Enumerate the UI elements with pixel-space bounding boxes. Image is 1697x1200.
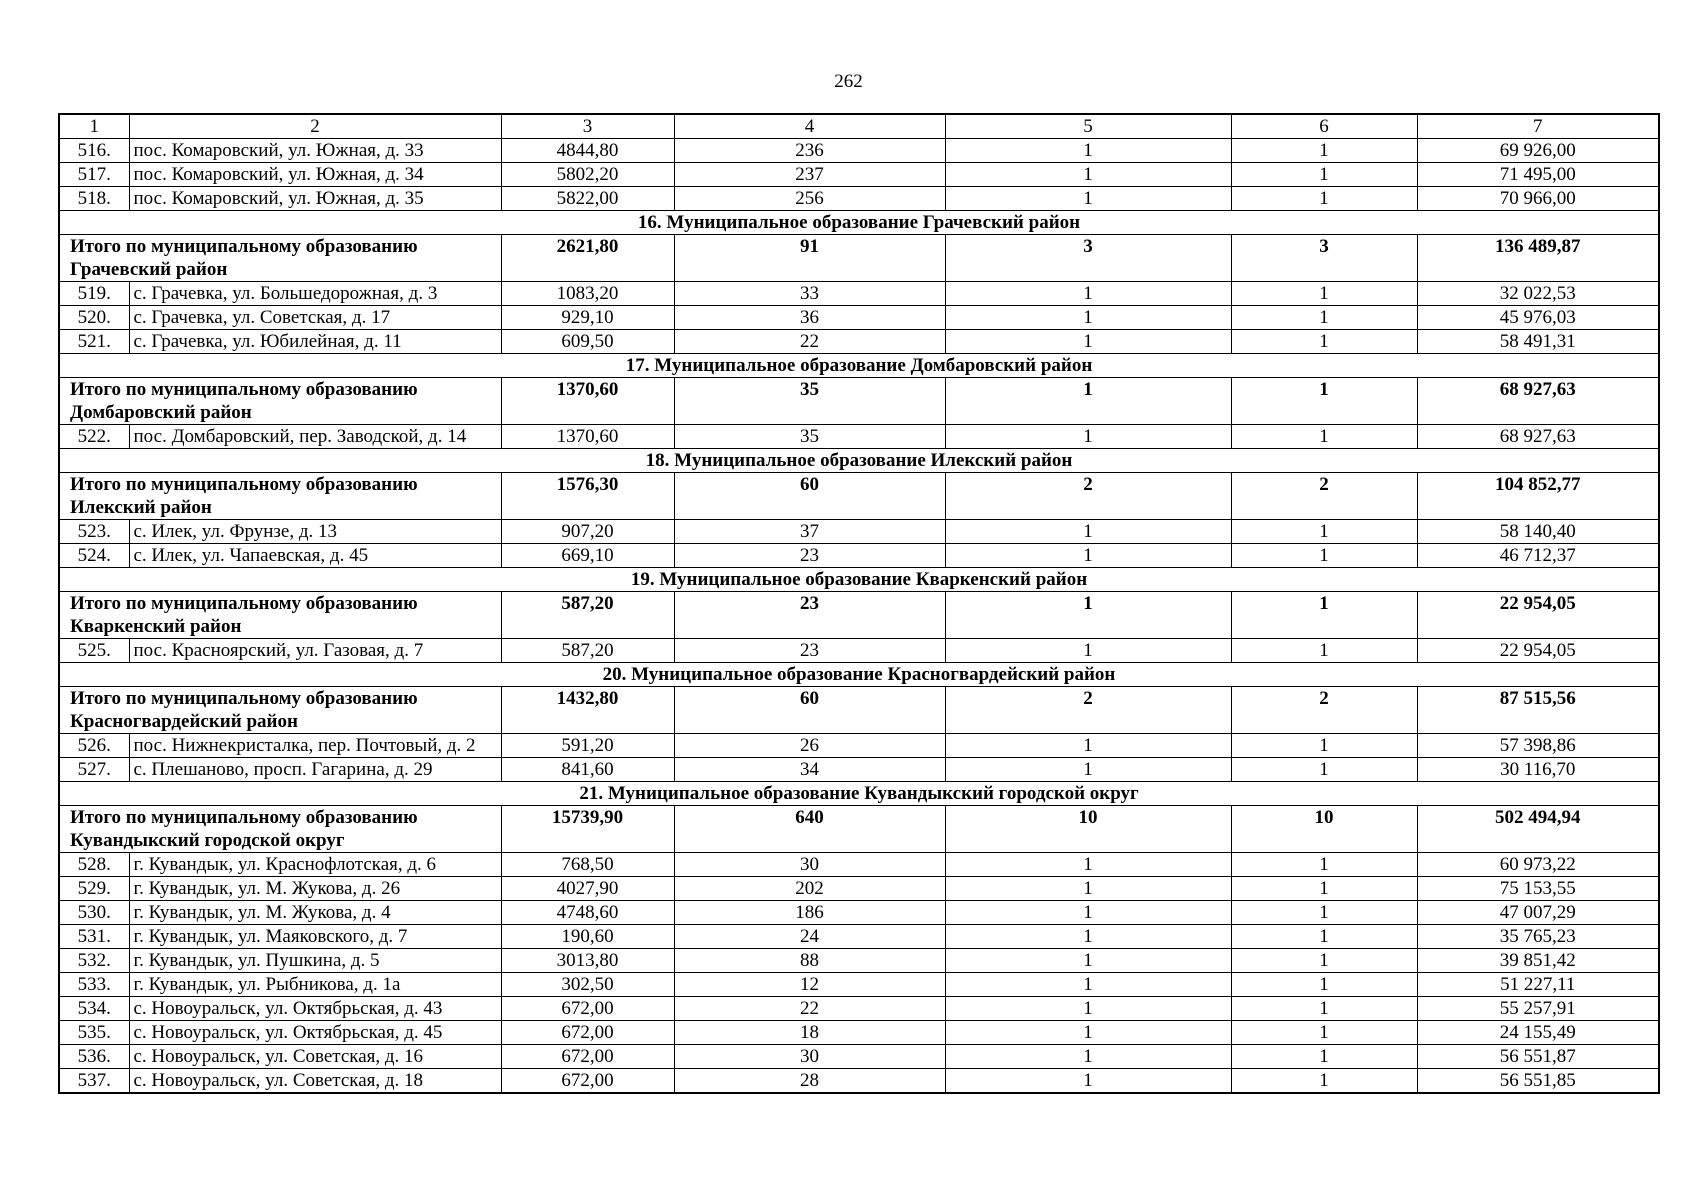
total-value: 10 <box>1231 806 1417 853</box>
value-cell: 30 <box>674 853 945 877</box>
value-cell: 75 153,55 <box>1417 877 1659 901</box>
address-cell: г. Кувандык, ул. М. Жукова, д. 26 <box>129 877 501 901</box>
housing-table <box>58 113 1660 1094</box>
value-cell: 669,10 <box>501 544 674 568</box>
column-header: 3 <box>501 114 674 139</box>
total-value: 587,20 <box>501 592 674 639</box>
total-label: Итого по муниципальному образованию Домбаровский район <box>59 378 501 425</box>
section-row <box>59 449 1659 473</box>
table-row <box>59 925 1659 949</box>
value-cell: 68 927,63 <box>1417 425 1659 449</box>
value-cell: 34 <box>674 758 945 782</box>
value-cell: 1083,20 <box>501 282 674 306</box>
value-cell: 71 495,00 <box>1417 163 1659 187</box>
row-number: 516. <box>59 139 129 163</box>
total-value: 2621,80 <box>501 235 674 282</box>
value-cell: 4748,60 <box>501 901 674 925</box>
address-cell: с. Илек, ул. Фрунзе, д. 13 <box>129 520 501 544</box>
total-value: 2 <box>945 473 1231 520</box>
row-number: 529. <box>59 877 129 901</box>
row-number: 520. <box>59 306 129 330</box>
total-value: 1370,60 <box>501 378 674 425</box>
total-value: 2 <box>1231 687 1417 734</box>
address-cell: г. Кувандык, ул. Краснофлотская, д. 6 <box>129 853 501 877</box>
table-row <box>59 139 1659 163</box>
value-cell: 587,20 <box>501 639 674 663</box>
row-number: 523. <box>59 520 129 544</box>
address-cell: с. Новоуральск, ул. Советская, д. 18 <box>129 1069 501 1094</box>
value-cell: 190,60 <box>501 925 674 949</box>
table-row <box>59 163 1659 187</box>
row-number: 525. <box>59 639 129 663</box>
value-cell: 1 <box>1231 330 1417 354</box>
total-value: 104 852,77 <box>1417 473 1659 520</box>
table-row <box>59 949 1659 973</box>
value-cell: 56 551,85 <box>1417 1069 1659 1094</box>
value-cell: 1 <box>945 520 1231 544</box>
value-cell: 4844,80 <box>501 139 674 163</box>
value-cell: 23 <box>674 544 945 568</box>
total-row <box>59 378 1659 425</box>
value-cell: 1 <box>945 877 1231 901</box>
value-cell: 1 <box>945 853 1231 877</box>
value-cell: 1 <box>1231 282 1417 306</box>
total-value: 1 <box>1231 378 1417 425</box>
value-cell: 69 926,00 <box>1417 139 1659 163</box>
value-cell: 1 <box>1231 544 1417 568</box>
total-value: 87 515,56 <box>1417 687 1659 734</box>
value-cell: 609,50 <box>501 330 674 354</box>
total-value: 1432,80 <box>501 687 674 734</box>
address-cell: с. Грачевка, ул. Юбилейная, д. 11 <box>129 330 501 354</box>
column-header: 4 <box>674 114 945 139</box>
value-cell: 1 <box>945 973 1231 997</box>
table-row <box>59 639 1659 663</box>
value-cell: 1 <box>945 1045 1231 1069</box>
value-cell: 236 <box>674 139 945 163</box>
value-cell: 70 966,00 <box>1417 187 1659 211</box>
table-row <box>59 187 1659 211</box>
row-number: 522. <box>59 425 129 449</box>
section-row <box>59 354 1659 378</box>
value-cell: 51 227,11 <box>1417 973 1659 997</box>
address-cell: с. Грачевка, ул. Большедорожная, д. 3 <box>129 282 501 306</box>
value-cell: 1 <box>945 925 1231 949</box>
value-cell: 1 <box>1231 973 1417 997</box>
total-value: 2 <box>945 687 1231 734</box>
total-label: Итого по муниципальному образованию Грачевский район <box>59 235 501 282</box>
total-row <box>59 473 1659 520</box>
value-cell: 26 <box>674 734 945 758</box>
total-value: 1 <box>1231 592 1417 639</box>
total-value: 3 <box>945 235 1231 282</box>
address-cell: г. Кувандык, ул. М. Жукова, д. 4 <box>129 901 501 925</box>
value-cell: 35 765,23 <box>1417 925 1659 949</box>
table-row <box>59 877 1659 901</box>
total-value: 35 <box>674 378 945 425</box>
table-row <box>59 425 1659 449</box>
address-cell: с. Новоуральск, ул. Октябрьская, д. 43 <box>129 997 501 1021</box>
value-cell: 1 <box>945 997 1231 1021</box>
value-cell: 1370,60 <box>501 425 674 449</box>
total-value: 502 494,94 <box>1417 806 1659 853</box>
value-cell: 1 <box>1231 853 1417 877</box>
address-cell: г. Кувандык, ул. Маяковского, д. 7 <box>129 925 501 949</box>
value-cell: 1 <box>1231 901 1417 925</box>
total-value: 640 <box>674 806 945 853</box>
value-cell: 929,10 <box>501 306 674 330</box>
value-cell: 23 <box>674 639 945 663</box>
value-cell: 33 <box>674 282 945 306</box>
section-title: 19. Муниципальное образование Кваркенский район <box>59 568 1659 592</box>
table-row <box>59 758 1659 782</box>
table-row <box>59 853 1659 877</box>
value-cell: 1 <box>945 544 1231 568</box>
row-number: 536. <box>59 1045 129 1069</box>
address-cell: пос. Комаровский, ул. Южная, д. 35 <box>129 187 501 211</box>
total-value: 1576,30 <box>501 473 674 520</box>
column-header: 1 <box>59 114 129 139</box>
address-cell: с. Новоуральск, ул. Советская, д. 16 <box>129 1045 501 1069</box>
section-row <box>59 782 1659 806</box>
total-row <box>59 592 1659 639</box>
total-label: Итого по муниципальному образованию Красногвардейский район <box>59 687 501 734</box>
section-row <box>59 663 1659 687</box>
section-row <box>59 568 1659 592</box>
value-cell: 1 <box>1231 997 1417 1021</box>
value-cell: 186 <box>674 901 945 925</box>
table-row <box>59 1021 1659 1045</box>
row-number: 519. <box>59 282 129 306</box>
value-cell: 1 <box>1231 949 1417 973</box>
value-cell: 907,20 <box>501 520 674 544</box>
row-number: 526. <box>59 734 129 758</box>
value-cell: 32 022,53 <box>1417 282 1659 306</box>
address-cell: пос. Комаровский, ул. Южная, д. 33 <box>129 139 501 163</box>
total-value: 3 <box>1231 235 1417 282</box>
value-cell: 5822,00 <box>501 187 674 211</box>
value-cell: 37 <box>674 520 945 544</box>
section-title: 21. Муниципальное образование Кувандыкский городской округ <box>59 782 1659 806</box>
value-cell: 1 <box>945 163 1231 187</box>
row-number: 532. <box>59 949 129 973</box>
total-value: 60 <box>674 687 945 734</box>
address-cell: пос. Нижнекристалка, пер. Почтовый, д. 2 <box>129 734 501 758</box>
value-cell: 39 851,42 <box>1417 949 1659 973</box>
value-cell: 55 257,91 <box>1417 997 1659 1021</box>
value-cell: 1 <box>1231 734 1417 758</box>
row-number: 533. <box>59 973 129 997</box>
value-cell: 841,60 <box>501 758 674 782</box>
table-row <box>59 544 1659 568</box>
value-cell: 35 <box>674 425 945 449</box>
value-cell: 1 <box>945 1069 1231 1094</box>
value-cell: 1 <box>1231 1045 1417 1069</box>
table-row <box>59 520 1659 544</box>
section-title: 20. Муниципальное образование Красногвардейский район <box>59 663 1659 687</box>
address-cell: с. Грачевка, ул. Советская, д. 17 <box>129 306 501 330</box>
table-row <box>59 973 1659 997</box>
row-number: 537. <box>59 1069 129 1094</box>
value-cell: 24 155,49 <box>1417 1021 1659 1045</box>
value-cell: 672,00 <box>501 997 674 1021</box>
value-cell: 672,00 <box>501 1069 674 1094</box>
value-cell: 1 <box>1231 139 1417 163</box>
table-header-row <box>59 114 1659 139</box>
table-row <box>59 1069 1659 1094</box>
value-cell: 28 <box>674 1069 945 1094</box>
table-row <box>59 734 1659 758</box>
row-number: 531. <box>59 925 129 949</box>
row-number: 534. <box>59 997 129 1021</box>
page-number: 262 <box>834 71 863 92</box>
address-cell: г. Кувандык, ул. Рыбникова, д. 1а <box>129 973 501 997</box>
total-value: 15739,90 <box>501 806 674 853</box>
total-value: 22 954,05 <box>1417 592 1659 639</box>
address-cell: с. Новоуральск, ул. Октябрьская, д. 45 <box>129 1021 501 1045</box>
value-cell: 1 <box>945 425 1231 449</box>
value-cell: 46 712,37 <box>1417 544 1659 568</box>
value-cell: 1 <box>1231 925 1417 949</box>
total-value: 136 489,87 <box>1417 235 1659 282</box>
column-header: 7 <box>1417 114 1659 139</box>
row-number: 518. <box>59 187 129 211</box>
value-cell: 58 491,31 <box>1417 330 1659 354</box>
address-cell: пос. Домбаровский, пер. Заводской, д. 14 <box>129 425 501 449</box>
value-cell: 47 007,29 <box>1417 901 1659 925</box>
value-cell: 1 <box>1231 1021 1417 1045</box>
total-row <box>59 235 1659 282</box>
value-cell: 672,00 <box>501 1021 674 1045</box>
value-cell: 1 <box>1231 877 1417 901</box>
value-cell: 1 <box>1231 1069 1417 1094</box>
value-cell: 237 <box>674 163 945 187</box>
total-value: 23 <box>674 592 945 639</box>
row-number: 517. <box>59 163 129 187</box>
value-cell: 56 551,87 <box>1417 1045 1659 1069</box>
row-number: 524. <box>59 544 129 568</box>
value-cell: 1 <box>945 330 1231 354</box>
value-cell: 1 <box>945 758 1231 782</box>
value-cell: 256 <box>674 187 945 211</box>
value-cell: 1 <box>1231 520 1417 544</box>
value-cell: 36 <box>674 306 945 330</box>
value-cell: 22 954,05 <box>1417 639 1659 663</box>
total-value: 1 <box>945 378 1231 425</box>
value-cell: 5802,20 <box>501 163 674 187</box>
value-cell: 1 <box>945 282 1231 306</box>
address-cell: с. Илек, ул. Чапаевская, д. 45 <box>129 544 501 568</box>
total-label: Итого по муниципальному образованию Кваркенский район <box>59 592 501 639</box>
value-cell: 60 973,22 <box>1417 853 1659 877</box>
column-header: 6 <box>1231 114 1417 139</box>
value-cell: 1 <box>945 734 1231 758</box>
section-title: 18. Муниципальное образование Илекский район <box>59 449 1659 473</box>
row-number: 530. <box>59 901 129 925</box>
row-number: 528. <box>59 853 129 877</box>
value-cell: 1 <box>1231 163 1417 187</box>
value-cell: 4027,90 <box>501 877 674 901</box>
value-cell: 24 <box>674 925 945 949</box>
value-cell: 768,50 <box>501 853 674 877</box>
total-label: Итого по муниципальному образованию Илекский район <box>59 473 501 520</box>
value-cell: 591,20 <box>501 734 674 758</box>
total-row <box>59 806 1659 853</box>
row-number: 521. <box>59 330 129 354</box>
value-cell: 1 <box>945 1021 1231 1045</box>
address-cell: г. Кувандык, ул. Пушкина, д. 5 <box>129 949 501 973</box>
value-cell: 3013,80 <box>501 949 674 973</box>
table-row <box>59 306 1659 330</box>
table-row <box>59 997 1659 1021</box>
table-row <box>59 282 1659 306</box>
row-number: 535. <box>59 1021 129 1045</box>
value-cell: 1 <box>945 139 1231 163</box>
address-cell: пос. Красноярский, ул. Газовая, д. 7 <box>129 639 501 663</box>
total-value: 91 <box>674 235 945 282</box>
value-cell: 22 <box>674 330 945 354</box>
value-cell: 1 <box>945 639 1231 663</box>
value-cell: 45 976,03 <box>1417 306 1659 330</box>
value-cell: 88 <box>674 949 945 973</box>
value-cell: 30 <box>674 1045 945 1069</box>
value-cell: 202 <box>674 877 945 901</box>
section-title: 17. Муниципальное образование Домбаровский район <box>59 354 1659 378</box>
total-value: 2 <box>1231 473 1417 520</box>
table-row <box>59 330 1659 354</box>
value-cell: 57 398,86 <box>1417 734 1659 758</box>
value-cell: 58 140,40 <box>1417 520 1659 544</box>
value-cell: 1 <box>1231 758 1417 782</box>
total-value: 1 <box>945 592 1231 639</box>
value-cell: 22 <box>674 997 945 1021</box>
value-cell: 1 <box>1231 306 1417 330</box>
value-cell: 302,50 <box>501 973 674 997</box>
value-cell: 12 <box>674 973 945 997</box>
section-title: 16. Муниципальное образование Грачевский район <box>59 211 1659 235</box>
value-cell: 1 <box>945 901 1231 925</box>
value-cell: 1 <box>945 949 1231 973</box>
value-cell: 18 <box>674 1021 945 1045</box>
address-cell: с. Плешаново, просп. Гагарина, д. 29 <box>129 758 501 782</box>
table-row <box>59 901 1659 925</box>
address-cell: пос. Комаровский, ул. Южная, д. 34 <box>129 163 501 187</box>
value-cell: 30 116,70 <box>1417 758 1659 782</box>
column-header: 2 <box>129 114 501 139</box>
value-cell: 1 <box>1231 187 1417 211</box>
value-cell: 672,00 <box>501 1045 674 1069</box>
value-cell: 1 <box>1231 639 1417 663</box>
value-cell: 1 <box>1231 425 1417 449</box>
section-row <box>59 211 1659 235</box>
total-value: 10 <box>945 806 1231 853</box>
table-row <box>59 1045 1659 1069</box>
total-value: 60 <box>674 473 945 520</box>
total-label: Итого по муниципальному образованию Кувандыкский городской округ <box>59 806 501 853</box>
total-value: 68 927,63 <box>1417 378 1659 425</box>
row-number: 527. <box>59 758 129 782</box>
column-header: 5 <box>945 114 1231 139</box>
total-row <box>59 687 1659 734</box>
value-cell: 1 <box>945 187 1231 211</box>
value-cell: 1 <box>945 306 1231 330</box>
